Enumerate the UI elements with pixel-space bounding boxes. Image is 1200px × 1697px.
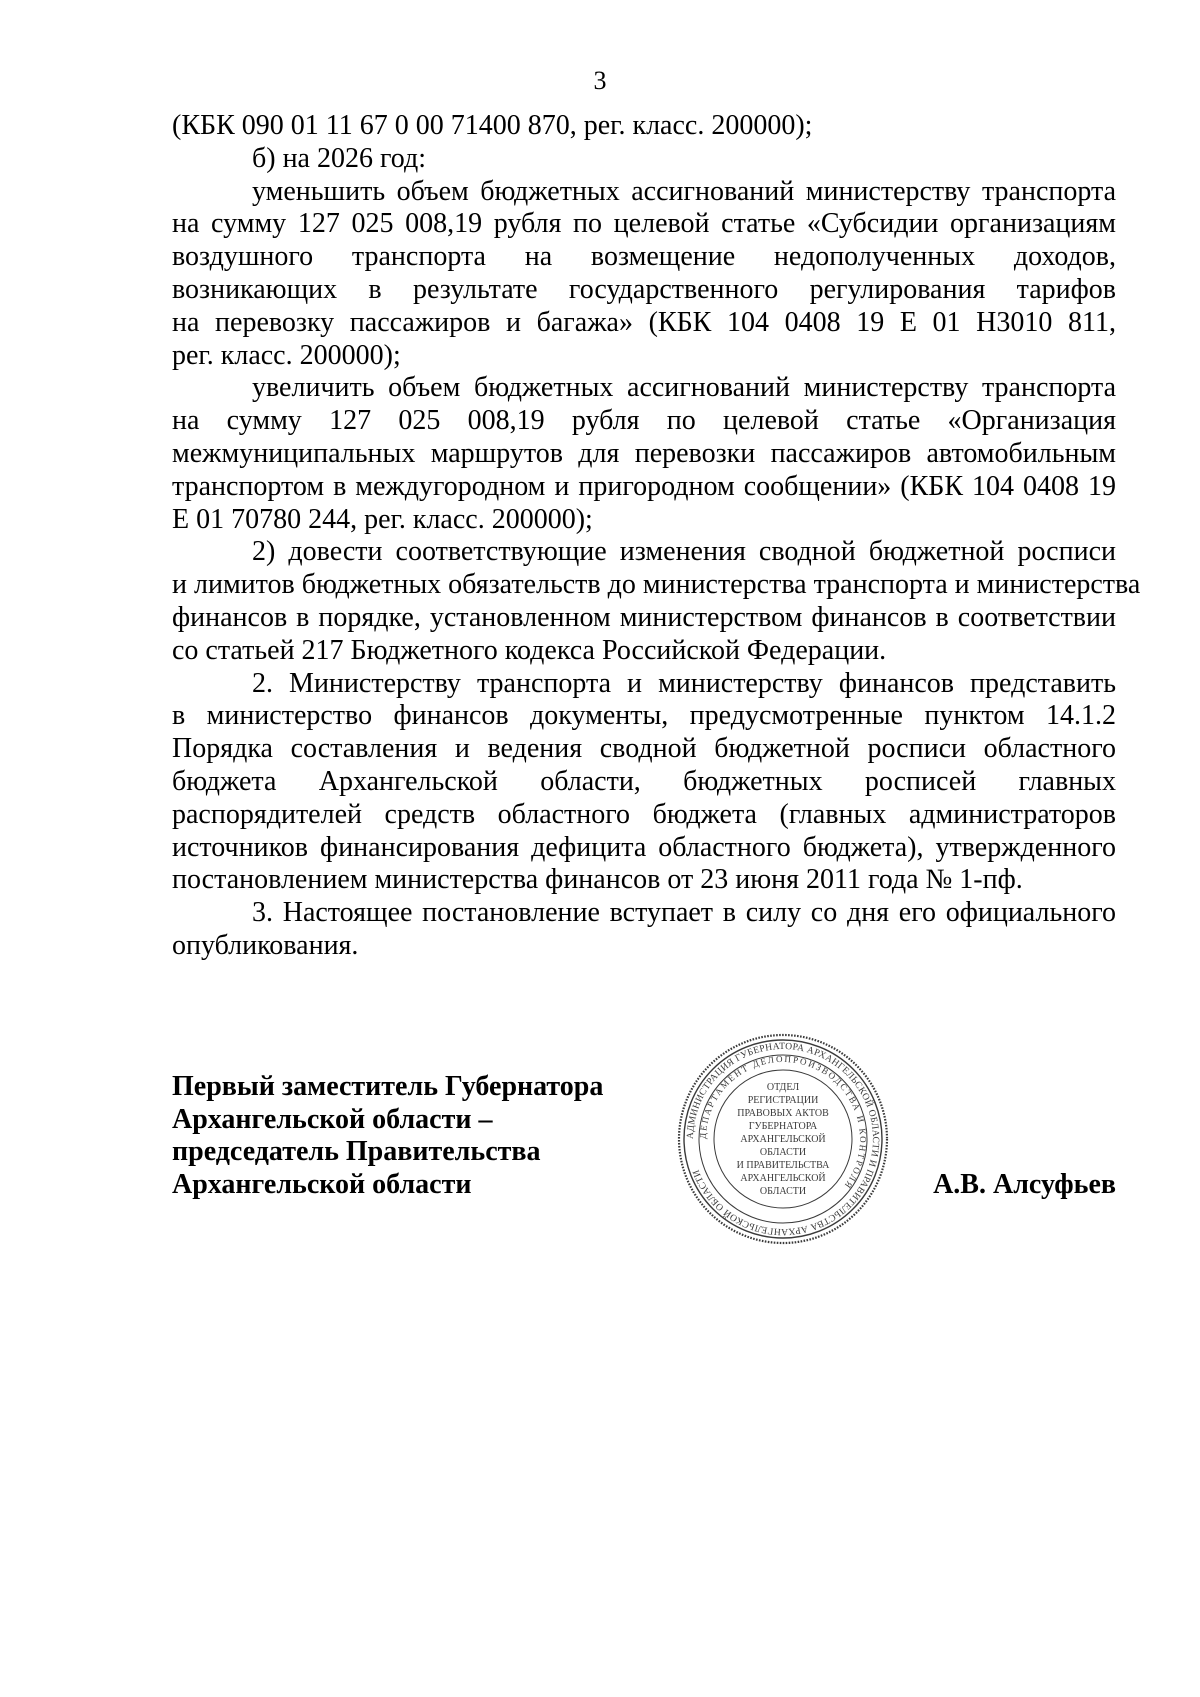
seal-center-line: АРХАНГЕЛЬСКОЙ — [740, 1173, 826, 1184]
seal-inner-ring-text: ДЕПАРТАМЕНТ ДЕЛОПРОИЗВОДСТВА И КОНТРОЛЯ — [697, 1053, 869, 1192]
text-line: и лимитов бюджетных обязательств до министерства транспорта и министерства — [172, 569, 1141, 601]
text-line: транспортом в междугородном и пригородном сообщении» (КБК 104 0408 19 — [172, 470, 1116, 502]
text-line: увеличить объем бюджетных ассигнований министерству транспорта — [252, 372, 1116, 404]
official-seal-graphic — [676, 1032, 890, 1246]
text-line: постановлением министерства финансов от 23 июня 2011 года № 1-пф. — [172, 864, 1023, 896]
text-line: на перевозку пассажиров и багажа» (КБК 104 0408 19 Е 01 Н3010 811, — [172, 306, 1116, 338]
signatory-name: А.В. Алсуфьев — [933, 1169, 1116, 1200]
page-number: 3 — [593, 66, 607, 95]
text-line: рег. класс. 200000); — [172, 339, 401, 371]
seal-center-line: ОБЛАСТИ — [759, 1147, 807, 1158]
text-line: Порядка составления и ведения сводной бюджетной росписи областного — [172, 733, 1116, 765]
text-line: со статьей 217 Бюджетного кодекса Российской Федерации. — [172, 634, 887, 666]
text-line: 2) довести соответствующие изменения сводной бюджетной росписи — [252, 536, 1116, 568]
signatory-title-line: Архангельской области — [172, 1169, 472, 1201]
seal-center-line: ОТДЕЛ — [766, 1082, 800, 1093]
text-line: возникающих в результате государственного регулирования тарифов — [172, 273, 1116, 305]
text-line: на сумму 127 025 008,19 рубля по целевой статье «Организация — [172, 405, 1116, 437]
signatory-title-line: Архангельской области – — [172, 1103, 493, 1135]
seal-center-line: АРХАНГЕЛЬСКОЙ — [740, 1134, 826, 1145]
text-line: распорядителей средств областного бюджета (главных администраторов — [172, 798, 1116, 830]
seal-center-line: РЕГИСТРАЦИИ — [747, 1095, 819, 1106]
text-line: опубликования. — [172, 929, 359, 961]
text-line: на сумму 127 025 008,19 рубля по целевой статье «Субсидии организациям — [172, 208, 1116, 240]
signatory-title-line: председатель Правительства — [172, 1136, 541, 1168]
text-line: (КБК 090 01 11 67 0 00 71400 870, рег. класс. 200000); — [172, 110, 813, 141]
seal-center-line: ОБЛАСТИ — [759, 1186, 807, 1197]
seal-center-line: И ПРАВИТЕЛЬСТВА — [736, 1160, 830, 1171]
seal-center-line: ГУБЕРНАТОРА — [748, 1121, 818, 1132]
text-line: воздушного транспорта на возмещение недополученных доходов, — [172, 241, 1116, 273]
text-line: бюджета Архангельской области, бюджетных росписей главных — [172, 765, 1116, 797]
text-line: межмуниципальных маршрутов для перевозки пассажиров автомобильным — [172, 437, 1116, 469]
seal-center-line: ПРАВОВЫХ АКТОВ — [737, 1108, 829, 1119]
official-seal — [676, 1032, 890, 1246]
text-line: финансов в порядке, установленном министерством финансов в соответствии — [172, 601, 1116, 633]
text-line: б) на 2026 год: — [252, 142, 426, 174]
text-line: Е 01 70780 244, рег. класс. 200000); — [172, 503, 593, 535]
text-line: в министерство финансов документы, предусмотренные пунктом 14.1.2 — [172, 700, 1116, 732]
text-line: источников финансирования дефицита областного бюджета), утвержденного — [172, 831, 1116, 863]
text-line: уменьшить объем бюджетных ассигнований министерству транспорта — [252, 175, 1116, 207]
signatory-title-line: Первый заместитель Губернатора — [172, 1071, 604, 1102]
seal-outer-text: АДМИНИСТРАЦИЯ ГУБЕРНАТОРА АРХАНГЕЛЬСКОЙ ОБЛАСТИ И ПРАВИТЕЛЬСТВА АРХАНГЕЛЬСКОЙ ОБЛАСТИ — [684, 1040, 882, 1238]
signatory-title — [172, 1071, 603, 1202]
text-line: 3. Настоящее постановление вступает в силу со дня его официального — [252, 897, 1116, 929]
document-body — [172, 110, 1141, 963]
text-line: 2. Министерству транспорта и министерству финансов представить — [252, 667, 1116, 699]
